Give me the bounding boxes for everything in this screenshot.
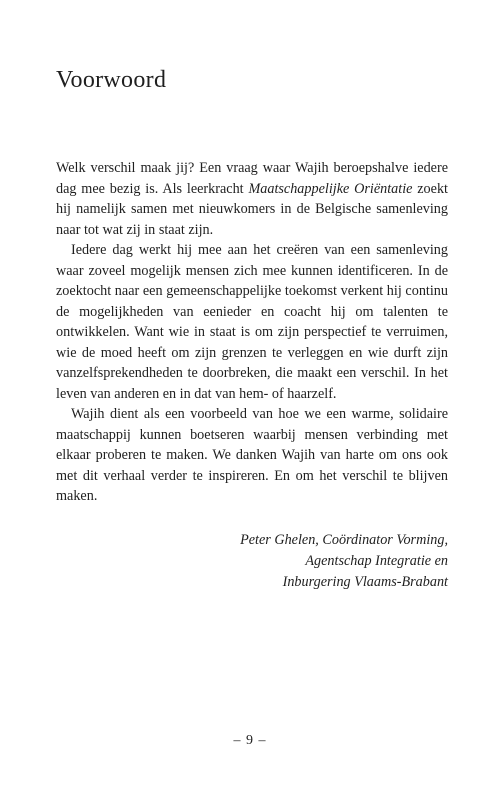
signature-block — [128, 530, 448, 593]
paragraph-1-before: Welk verschil maak jij? Een vraag waar Wajih beroepshalve iedere dag mee bezig is. Als leerkracht — [56, 160, 448, 197]
paragraph-3: Wajih dient als een voorbeeld van hoe we een warme, solidaire maatschappij kunnen boetseren waarbij mensen verbinding met elkaar proberen te maken. We danken Wajih van harte om ons ook met dit verhaal verder te inspireren. En om het verschil te blijven maken. — [56, 406, 448, 504]
body-text — [56, 158, 448, 507]
paragraph-2: Iedere dag werkt hij mee aan het creëren van een samenleving waar zoveel mogelijk mensen zich mee kunnen identificeren. In de zoektocht naar een gemeenschappelijke toekomst verkent hij continu de mogelijkheden van eenieder en coacht hij om talenten te ontwikkelen. Want wie in staat is om zijn perspectief te verruimen, wie de moed heeft om zijn grenzen te verleggen en wie durft zijn vanzelfsprekendheden te doorbreken, die maakt een verschil. In het leven van anderen en in dat van hem- of haarzelf. — [56, 242, 448, 402]
course-name-emphasis: Maatschappelijke Oriëntatie — [248, 180, 413, 197]
page-title: Voorwoord — [56, 67, 167, 93]
signature-line-1: Peter Ghelen, Coördinator Vorming, — [240, 532, 448, 548]
page-number: – 9 – — [233, 733, 267, 748]
signature-line-3: Inburgering Vlaams-Brabant — [282, 574, 448, 590]
signature-line-2: Agentschap Integratie en — [305, 553, 448, 569]
paragraph-1-after: zoekt hij namelijk samen met nieuwkomers in de Belgische samenleving naar tot wat zij in staat zijn. — [56, 180, 448, 238]
paragraph-1 — [56, 158, 448, 240]
